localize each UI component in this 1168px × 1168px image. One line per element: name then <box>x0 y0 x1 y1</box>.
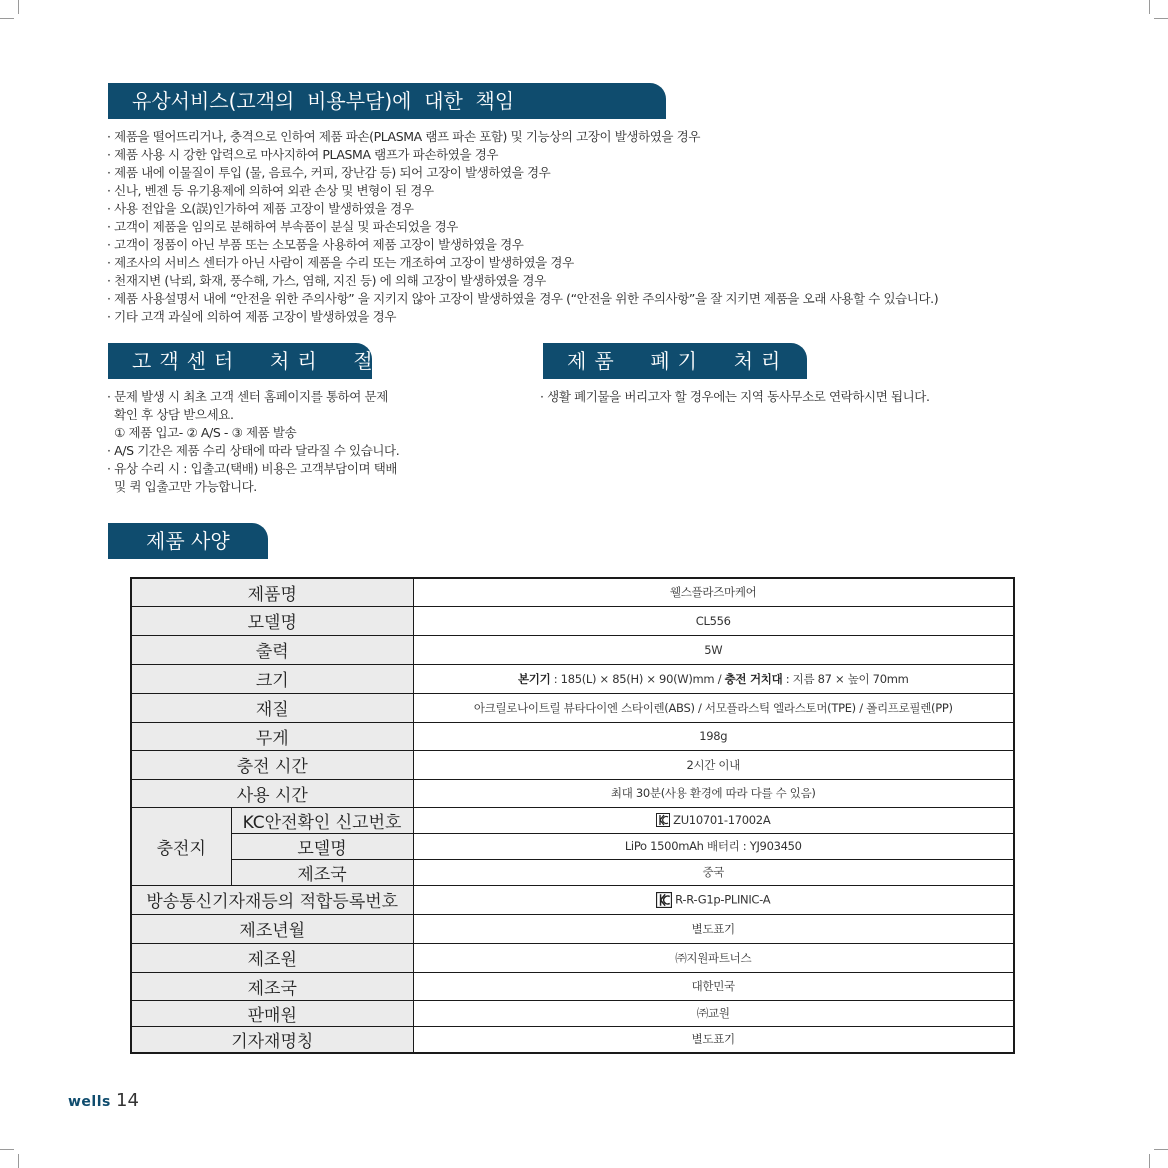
size-stand-label: 충전 거치대 <box>724 671 783 686</box>
customer-center-banner: 고객센터 처리 절차 <box>108 343 372 379</box>
spec-label: 제조국 <box>131 972 413 1000</box>
text-line: · 유상 수리 시 : 입출고(택배) 비용은 고객부담이며 택배 <box>107 461 398 476</box>
spec-value: ㈜교원 <box>413 1000 1014 1026</box>
list-item: · 신나, 벤젠 등 유기용제에 의하여 외관 손상 및 변형이 된 경우 <box>107 183 434 198</box>
spec-value: LiPo 1500mAh 배터리 : YJ903450 <box>413 833 1014 859</box>
brand-logo: wells <box>68 1094 111 1110</box>
spec-label: 제조원 <box>131 943 413 972</box>
customer-center-text <box>107 388 399 496</box>
spec-value: 아크릴로나이트릴 뷰타다이엔 스타이렌(ABS) / 서모플라스틱 엘라스토머(TPE) / 폴리프로필렌(PP) <box>413 693 1014 722</box>
spec-value: 대한민국 <box>413 972 1014 1000</box>
spec-value: 웰스플라즈마케어 <box>413 578 1014 606</box>
spec-label: 제품명 <box>131 578 413 606</box>
disposal-banner: 제품 폐기 처리 절차 <box>543 343 807 379</box>
text-line: · A/S 기간은 제품 수리 상태에 따라 달라질 수 있습니다. <box>107 443 400 458</box>
disposal-text <box>540 388 930 406</box>
table-row <box>131 578 1014 606</box>
spec-value: ㈜지원파트너스 <box>413 943 1014 972</box>
spec-value: 198g <box>413 722 1014 750</box>
list-item: · 천재지변 (낙뢰, 화재, 풍수해, 가스, 염해, 지진 등) 에 의해 고장이 발생하였을 경우 <box>107 273 546 288</box>
spec-value: 별도표기 <box>413 1026 1014 1053</box>
table-row <box>131 885 1014 914</box>
list-item: · 제조사의 서비스 센터가 아닌 사람이 제품을 수리 또는 개조하여 고장이 발생하였을 경우 <box>107 255 574 270</box>
table-row <box>131 1026 1014 1053</box>
table-row <box>131 722 1014 750</box>
paid-service-banner: 유상서비스(고객의 비용부담)에 대한 책임 <box>108 83 666 119</box>
size-body-label: 본기기 <box>517 671 551 686</box>
kc-number-value: ZU10701-17002A <box>673 812 771 827</box>
spec-label: 기자재명칭 <box>131 1026 413 1053</box>
crop-mark <box>1149 0 1150 14</box>
table-row <box>131 635 1014 664</box>
spec-label: 모델명 <box>231 833 413 859</box>
battery-group-label: 충전지 <box>131 807 231 885</box>
crop-mark <box>1154 1149 1168 1150</box>
list-item: · 제품 사용 시 강한 압력으로 마사지하여 PLASMA 램프가 파손하였을 경우 <box>107 147 499 162</box>
crop-mark <box>18 1154 19 1168</box>
paid-service-list <box>107 128 938 326</box>
text-line: · 문제 발생 시 최초 고객 센터 홈페이지를 통하여 문제 <box>107 389 388 404</box>
size-stand-value: : 지름 87 × 높이 70mm <box>782 671 909 686</box>
crop-mark <box>1154 18 1168 19</box>
spec-value <box>413 885 1014 914</box>
list-item: · 제품 사용설명서 내에 “안전을 위한 주의사항” 을 지키지 않아 고장이 발생하였을 경우 (“안전을 위한 주의사항”을 잘 지키면 제품을 오래 사용할 수 있습니다.) <box>107 291 939 306</box>
table-row <box>131 664 1014 693</box>
table-row <box>131 606 1014 635</box>
spec-value <box>413 807 1014 833</box>
spec-label: 충전 시간 <box>131 750 413 779</box>
spec-label: 무게 <box>131 722 413 750</box>
table-row <box>131 972 1014 1000</box>
spec-value: 중국 <box>413 859 1014 885</box>
crop-mark <box>18 0 19 14</box>
crop-mark <box>0 18 14 19</box>
spec-value <box>413 664 1014 693</box>
text-line: 및 퀵 입출고만 가능합니다. <box>107 479 257 494</box>
spec-label: 제조국 <box>231 859 413 885</box>
crop-mark <box>0 1149 14 1150</box>
spec-label: 사용 시간 <box>131 779 413 807</box>
spec-label: KC안전확인 신고번호 <box>231 807 413 833</box>
size-body-value: : 185(L) × 85(H) × 90(W)mm / <box>550 671 725 686</box>
text-line: · 생활 폐기물을 버리고자 할 경우에는 지역 동사무소로 연락하시면 됩니다. <box>540 389 930 404</box>
table-row <box>131 914 1014 943</box>
table-row <box>131 833 1014 859</box>
text-line: 확인 후 상담 받으세요. <box>107 407 234 422</box>
list-item: · 기타 고객 과실에 의하여 제품 고장이 발생하였을 경우 <box>107 309 397 324</box>
spec-value: CL556 <box>413 606 1014 635</box>
list-item: · 제품 내에 이물질이 투입 (물, 음료수, 커피, 장난감 등) 되어 고장이 발생하였을 경우 <box>107 165 551 180</box>
table-row <box>131 779 1014 807</box>
spec-label: 재질 <box>131 693 413 722</box>
spec-label: 방송통신기자재등의 적합등록번호 <box>131 885 413 914</box>
table-row <box>131 807 1014 833</box>
list-item: · 고객이 제품을 임의로 분해하여 부속품이 분실 및 파손되었을 경우 <box>107 219 458 234</box>
spec-value: 별도표기 <box>413 914 1014 943</box>
kc-mark-icon <box>656 813 670 827</box>
spec-table <box>130 577 1015 1054</box>
spec-value: 최대 30분(사용 환경에 따라 다를 수 있음) <box>413 779 1014 807</box>
spec-value: 5W <box>413 635 1014 664</box>
spec-label: 제조년월 <box>131 914 413 943</box>
table-row <box>131 1000 1014 1026</box>
broadcast-reg-value: R-R-G1p-PLINIC-A <box>675 892 771 906</box>
table-row <box>131 943 1014 972</box>
page-number: 14 <box>116 1090 139 1111</box>
list-item: · 제품을 떨어뜨리거나, 충격으로 인하여 제품 파손(PLASMA 램프 파손 포함) 및 기능상의 고장이 발생하였을 경우 <box>107 129 701 144</box>
spec-label: 판매원 <box>131 1000 413 1026</box>
list-item: · 고객이 정품이 아닌 부품 또는 소모품을 사용하여 제품 고장이 발생하였을 경우 <box>107 237 524 252</box>
table-row <box>131 750 1014 779</box>
text-line: ① 제품 입고- ② A/S - ③ 제품 발송 <box>107 425 297 440</box>
list-item: · 사용 전압을 오(誤)인가하여 제품 고장이 발생하였을 경우 <box>107 201 414 216</box>
spec-label: 크기 <box>131 664 413 693</box>
crop-mark <box>1149 1154 1150 1168</box>
table-row <box>131 859 1014 885</box>
spec-banner: 제품 사양 <box>108 523 268 559</box>
spec-label: 모델명 <box>131 606 413 635</box>
kc-mark-icon <box>656 892 672 908</box>
table-row <box>131 693 1014 722</box>
spec-value: 2시간 이내 <box>413 750 1014 779</box>
spec-label: 출력 <box>131 635 413 664</box>
